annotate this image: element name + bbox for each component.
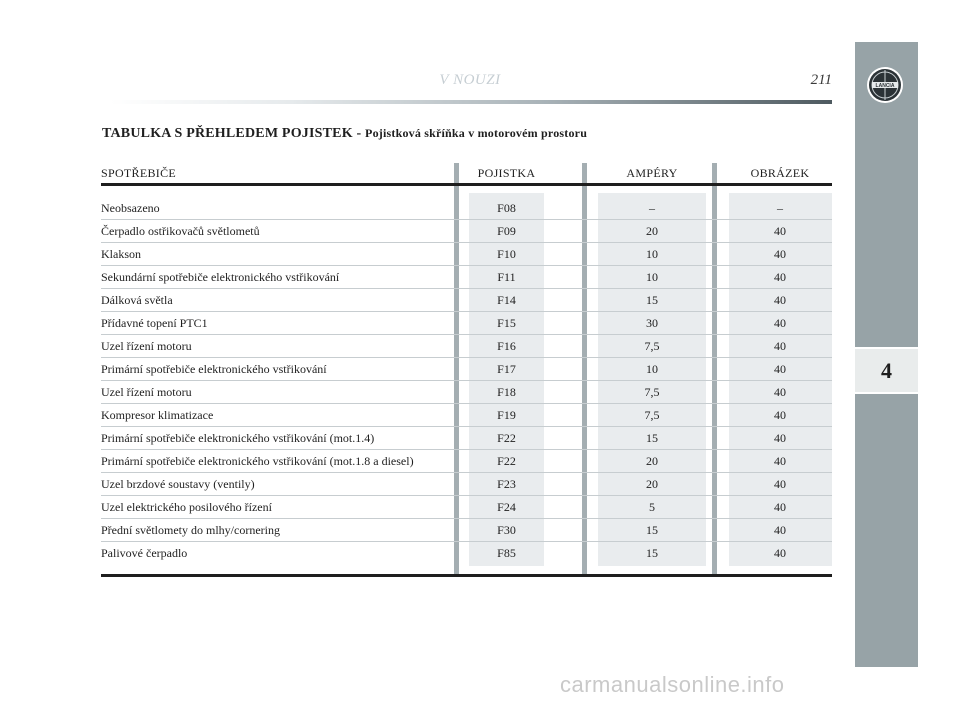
row-figure: 40 [774, 454, 786, 468]
row-figure: – [777, 201, 783, 215]
table-row [101, 496, 832, 519]
lancia-logo-icon [866, 66, 904, 104]
table-title [102, 126, 842, 142]
table-bottom-rule [101, 574, 832, 577]
col-header-figure: OBRÁZEK [750, 166, 810, 180]
row-consumer: Uzel elektrického posilového řízení [101, 500, 272, 514]
table-row [101, 381, 832, 404]
row-consumer: Dálková světla [101, 293, 173, 307]
row-amps: 7,5 [644, 385, 660, 399]
row-amps: 7,5 [644, 339, 660, 353]
fuse-table-body [101, 197, 832, 564]
row-amps: 20 [646, 454, 658, 468]
row-figure: 40 [774, 224, 786, 238]
row-amps: 10 [646, 362, 658, 376]
col-header-consumer: SPOTŘEBIČE [101, 166, 177, 180]
table-row [101, 266, 832, 289]
row-fuse: F24 [497, 500, 516, 514]
table-row [101, 220, 832, 243]
row-fuse: F18 [497, 385, 516, 399]
row-amps: 15 [646, 523, 658, 537]
row-fuse: F19 [497, 408, 516, 422]
table-subtitle: Pojistková skříňka v motorovém prostoru [365, 126, 588, 140]
row-figure: 40 [774, 247, 786, 261]
row-amps: 15 [646, 293, 658, 307]
row-consumer: Čerpadlo ostřikovačů světlometů [101, 224, 260, 238]
header-rule [110, 100, 832, 104]
row-fuse: F23 [497, 477, 516, 491]
row-fuse: F30 [497, 523, 516, 537]
page-number: 211 [810, 72, 832, 88]
row-amps: 30 [646, 316, 658, 330]
chapter-tab[interactable]: 4 [855, 347, 918, 394]
row-figure: 40 [774, 270, 786, 284]
section-title: V NOUZI [439, 72, 501, 88]
table-row [101, 335, 832, 358]
row-consumer: Primární spotřebiče elektronického vstřikování (mot.1.8 a diesel) [101, 454, 414, 468]
row-consumer: Primární spotřebiče elektronického vstřikování (mot.1.4) [101, 431, 375, 445]
row-figure: 40 [774, 431, 786, 445]
header-underline [101, 183, 832, 186]
logo-text: LANCIA [875, 83, 895, 89]
row-figure: 40 [774, 339, 786, 353]
row-consumer: Klakson [101, 247, 141, 261]
row-figure: 40 [774, 477, 786, 491]
row-consumer: Uzel brzdové soustavy (ventily) [101, 477, 255, 491]
row-consumer: Uzel řízení motoru [101, 385, 192, 399]
row-amps: 20 [646, 224, 658, 238]
row-amps: – [649, 201, 655, 215]
row-fuse: F09 [497, 224, 516, 238]
row-consumer: Přední světlomety do mlhy/cornering [101, 523, 280, 537]
row-amps: 7,5 [644, 408, 660, 422]
row-consumer: Neobsazeno [101, 201, 160, 215]
row-consumer: Uzel řízení motoru [101, 339, 192, 353]
row-fuse: F11 [497, 270, 516, 284]
table-row [101, 289, 832, 312]
table-row [101, 519, 832, 542]
row-figure: 40 [774, 316, 786, 330]
row-fuse: F85 [497, 546, 516, 560]
col-header-fuse: POJISTKA [477, 166, 536, 180]
row-fuse: F16 [497, 339, 516, 353]
row-consumer: Palivové čerpadlo [101, 546, 188, 560]
row-fuse: F17 [497, 362, 516, 376]
table-row [101, 358, 832, 381]
table-row [101, 404, 832, 427]
table-row [101, 427, 832, 450]
row-amps: 15 [646, 431, 658, 445]
row-amps: 10 [646, 270, 658, 284]
row-figure: 40 [774, 385, 786, 399]
table-title-main: TABULKA S PŘEHLEDEM POJISTEK - [102, 126, 362, 141]
table-row [101, 473, 832, 496]
row-amps: 10 [646, 247, 658, 261]
row-figure: 40 [774, 293, 786, 307]
row-fuse: F22 [497, 454, 516, 468]
row-fuse: F15 [497, 316, 516, 330]
table-row [101, 197, 832, 220]
row-consumer: Přídavné topení PTC1 [101, 316, 208, 330]
row-fuse: F22 [497, 431, 516, 445]
table-header [101, 164, 832, 184]
row-consumer: Primární spotřebiče elektronického vstřikování [101, 362, 327, 376]
table-row [101, 312, 832, 335]
table-row [101, 542, 832, 564]
table-row [101, 450, 832, 473]
row-figure: 40 [774, 500, 786, 514]
row-figure: 40 [774, 408, 786, 422]
col-header-amps: AMPÉRY [626, 166, 678, 180]
row-fuse: F10 [497, 247, 516, 261]
row-amps: 15 [646, 546, 658, 560]
row-figure: 40 [774, 362, 786, 376]
row-consumer: Kompresor klimatizace [101, 408, 214, 422]
row-figure: 40 [774, 546, 786, 560]
row-fuse: F08 [497, 201, 516, 215]
table-row [101, 243, 832, 266]
row-fuse: F14 [497, 293, 516, 307]
row-amps: 5 [649, 500, 655, 514]
row-figure: 40 [774, 523, 786, 537]
row-consumer: Sekundární spotřebiče elektronického vstřikování [101, 270, 340, 284]
watermark: carmanualsonline.info [560, 672, 785, 697]
row-amps: 20 [646, 477, 658, 491]
